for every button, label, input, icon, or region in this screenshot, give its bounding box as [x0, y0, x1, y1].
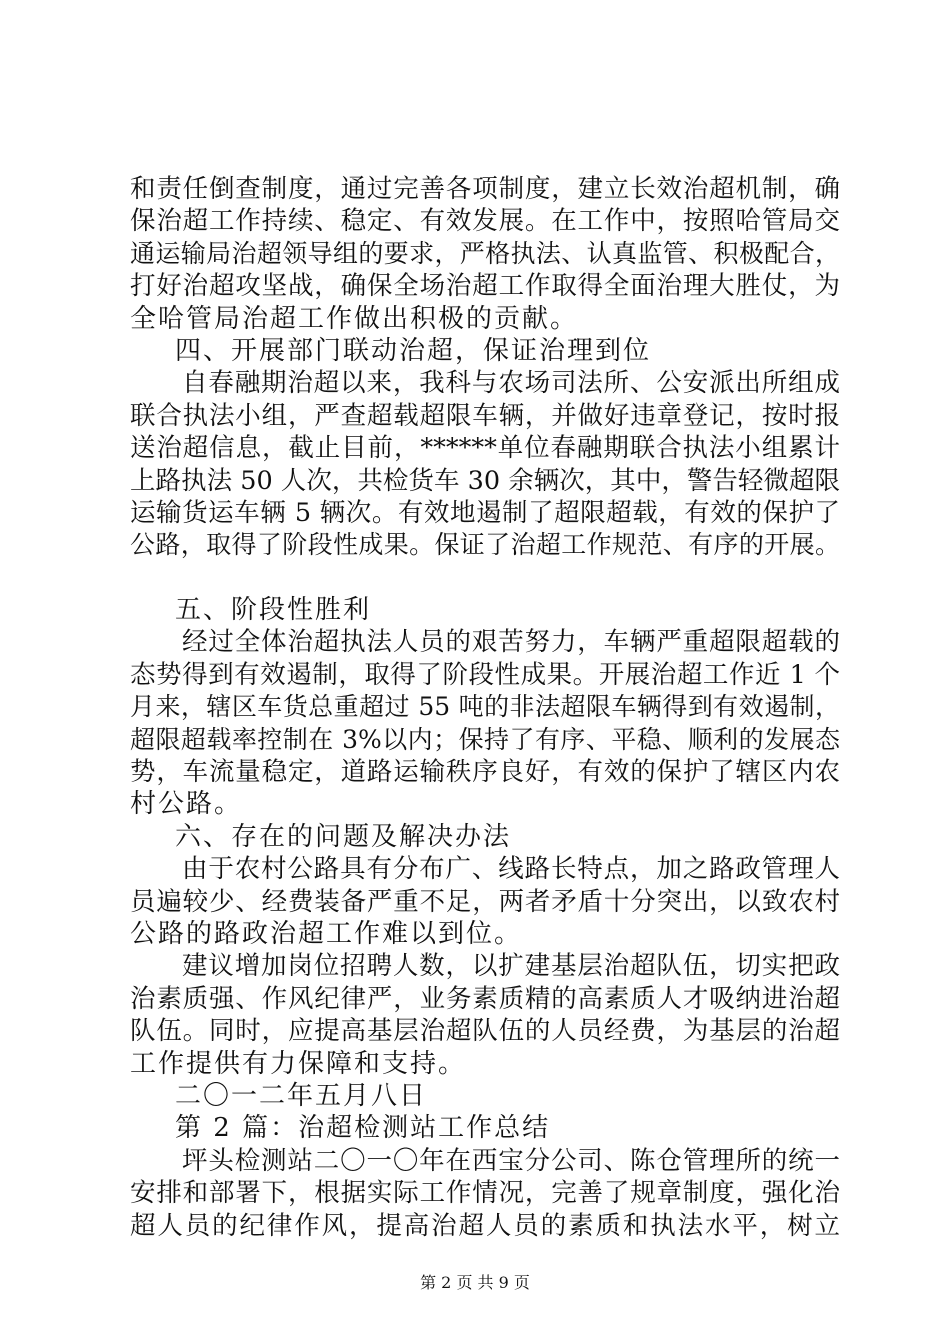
paragraph-first-line: 建议增加岗位招聘人数，以扩建基层治超队伍，切实把政 — [182, 951, 840, 982]
text-line: 超人员的纪律作风，提高治超人员的素质和执法水平，树立 — [130, 1210, 840, 1241]
date-line: 二〇一二年五月八日 — [175, 1080, 428, 1111]
text-line: 保治超工作持续、稳定、有效发展。在工作中，按照哈管局交 — [130, 206, 840, 237]
section-heading: 四、开展部门联动治超，保证治理到位 — [175, 335, 652, 366]
text-line: 超限超载率控制在 3%以内；保持了有序、平稳、顺利的发展态 — [130, 724, 840, 754]
section-heading: 六、存在的问题及解决办法 — [175, 821, 512, 852]
text-line: 队伍。同时，应提高基层治超队伍的人员经费，为基层的治超 — [130, 1016, 840, 1047]
text-line: 态势得到有效遏制，取得了阶段性成果。开展治超工作近 1 个 — [130, 659, 840, 690]
text-line: 和责任倒查制度，通过完善各项制度，建立长效治超机制，确 — [130, 174, 840, 204]
text-line: 公路，取得了阶段性成果。保证了治超工作规范、有序的开展。 — [130, 530, 840, 560]
text-line: 员遍较少、经费装备严重不足，两者矛盾十分突出，以致农村 — [130, 886, 840, 917]
article-title: 第 2 篇：治超检测站工作总结 — [175, 1113, 551, 1144]
text-line: 运输货运车辆 5 辆次。有效地遏制了超限超载，有效的保护了 — [130, 497, 840, 528]
paragraph-first-line: 坪头检测站二〇一〇年在西宝分公司、陈仓管理所的统一 — [182, 1145, 840, 1176]
text-line: 全哈管局治超工作做出积极的贡献。 — [130, 303, 579, 334]
text-line: 工作提供有力保障和支持。 — [130, 1048, 467, 1079]
text-line: 打好治超攻坚战，确保全场治超工作取得全面治理大胜仗，为 — [130, 271, 840, 302]
page-footer: 第 2 页 共 9 页 — [420, 1273, 530, 1292]
text-line: 治素质强、作风纪律严，业务素质精的高素质人才吸纳进治超 — [130, 983, 840, 1014]
paragraph-first-line: 自春融期治超以来，我科与农场司法所、公安派出所组成 — [182, 368, 840, 399]
text-line: 月来，辖区车货总重超过 55 吨的非法超限车辆得到有效遏制， — [130, 692, 840, 722]
text-line: 村公路。 — [130, 789, 243, 820]
paragraph-first-line: 经过全体治超执法人员的艰苦努力，车辆严重超限超载的 — [182, 627, 840, 658]
text-line: 势，车流量稳定，道路运输秩序良好，有效的保护了辖区内农 — [130, 757, 840, 788]
text-line: 公路的路政治超工作难以到位。 — [130, 918, 523, 949]
text-line: 安排和部署下，根据实际工作情况，完善了规章制度，强化治 — [130, 1178, 840, 1209]
text-line: 通运输局治超领导组的要求，严格执法、认真监管、积极配合， — [130, 238, 840, 268]
document-body — [130, 173, 840, 1242]
text-line: 上路执法 50 人次，共检货车 30 余辆次，其中，警告轻微超限 — [130, 465, 840, 496]
blank-line — [130, 562, 840, 594]
paragraph-first-line: 由于农村公路具有分布广、线路长特点，加之路政管理人 — [182, 854, 840, 885]
text-line: 送治超信息，截止目前，******单位春融期联合执法小组累计 — [130, 433, 840, 464]
section-heading: 五、阶段性胜利 — [175, 595, 372, 626]
text-line: 联合执法小组，严查超载超限车辆，并做好违章登记，按时报 — [130, 400, 840, 431]
